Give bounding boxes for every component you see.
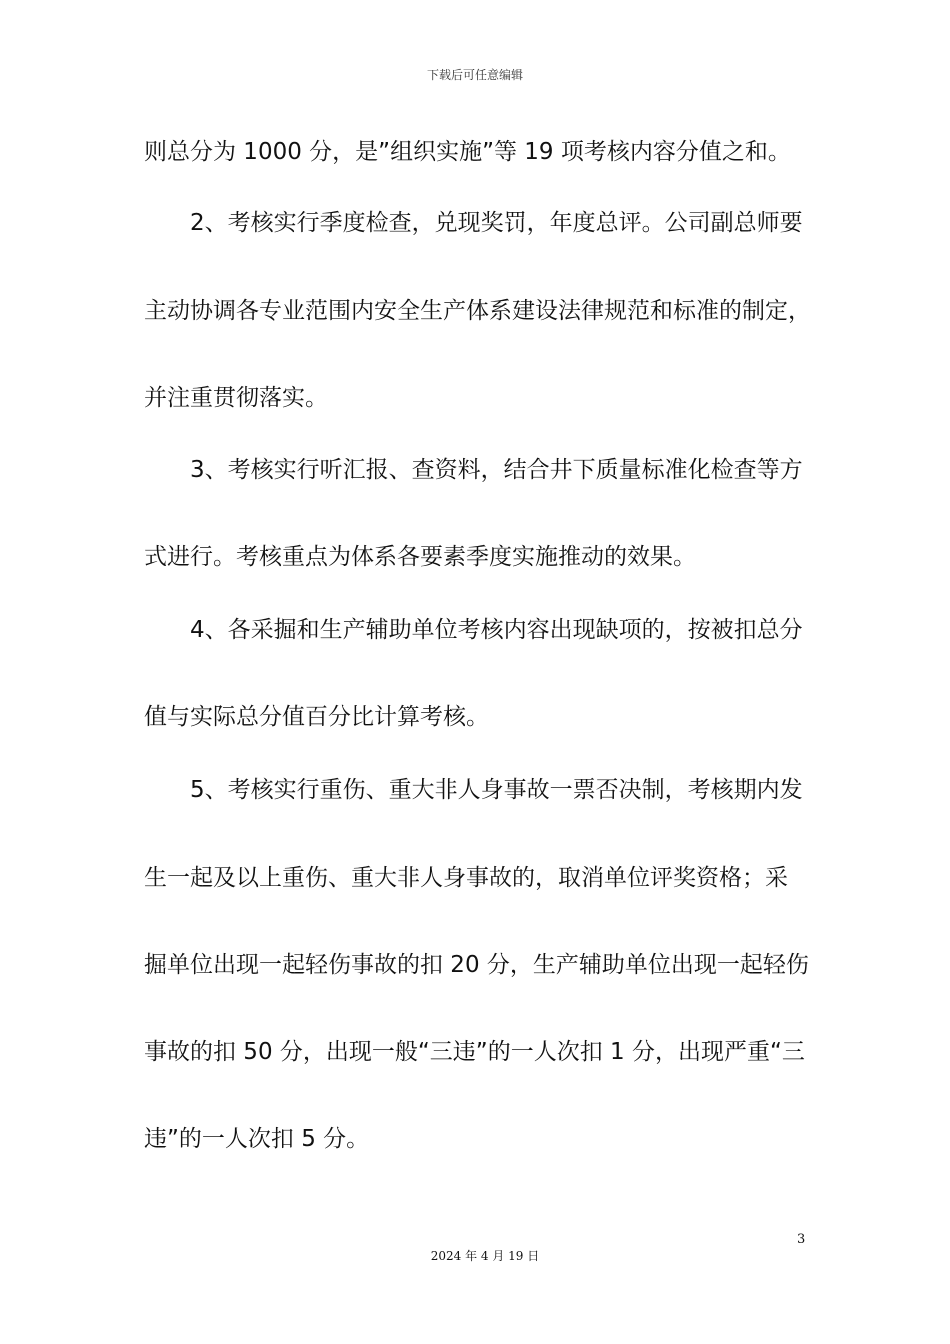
body-line-11: 掘单位出现一起轻伤事故的扣 20 分，生产辅助单位出现一起轻伤 xyxy=(144,952,809,978)
body-line-10: 生一起及以上重伤、重大非人身事故的，取消单位评奖资格；采 xyxy=(144,865,788,891)
body-line-3: 主动协调各专业范围内安全生产体系建设法律规范和标准的制定， xyxy=(144,298,811,324)
body-line-6: 式进行。考核重点为体系各要素季度实施推动的效果。 xyxy=(144,544,696,570)
body-line-12: 事故的扣 50 分，出现一般“三违”的一人次扣 1 分，出现严重“三 xyxy=(144,1039,805,1065)
body-line-13: 违”的一人次扣 5 分。 xyxy=(144,1126,370,1152)
page-number: 3 xyxy=(797,1232,806,1247)
body-line-8: 值与实际总分值百分比计算考核。 xyxy=(144,704,489,730)
page-header: 下载后可任意编辑 xyxy=(426,68,523,82)
body-line-9: 5、考核实行重伤、重大非人身事故一票否决制，考核期内发 xyxy=(190,777,803,803)
body-line-2: 2、考核实行季度检查，兑现奖罚，年度总评。公司副总师要 xyxy=(190,210,803,236)
body-line-1: 则总分为 1000 分，是”组织实施”等 19 项考核内容分值之和。 xyxy=(144,139,791,165)
body-line-4: 并注重贯彻落实。 xyxy=(144,385,328,411)
body-line-5: 3、考核实行听汇报、查资料，结合井下质量标准化检查等方 xyxy=(190,457,803,483)
body-line-7: 4、各采掘和生产辅助单位考核内容出现缺项的，按被扣总分 xyxy=(190,617,803,643)
footer-date: 2024 年 4 月 19 日 xyxy=(430,1249,540,1263)
